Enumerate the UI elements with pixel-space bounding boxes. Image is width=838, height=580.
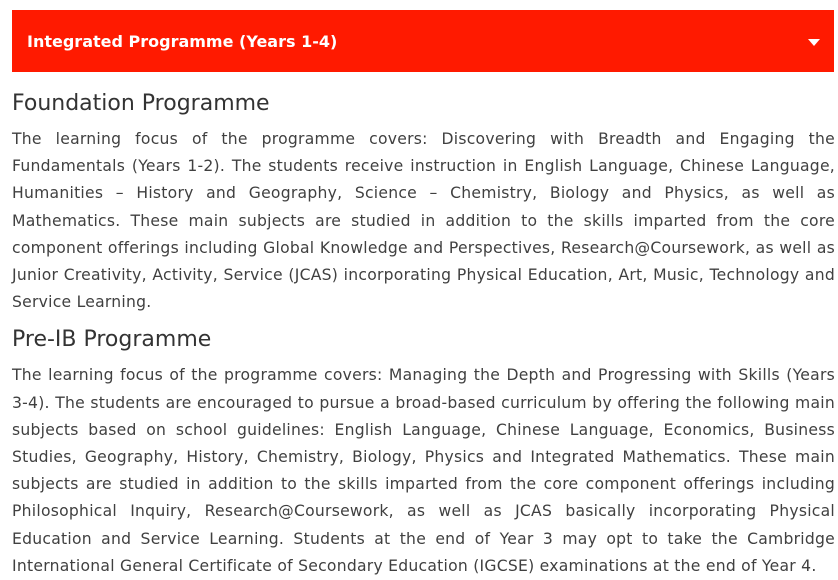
pre-ib-programme-heading: Pre-IB Programme	[12, 327, 212, 353]
foundation-programme-heading: Foundation Programme	[12, 91, 270, 116]
foundation-programme-body: The learning focus of the programme covers: Discovering with Breadth and Engaging the Fundamentals (Years 1-2). The students receive instruction in English Language, Chinese Language, Humanities – History and Geography, Science – Chemistry, Biology and Physics, as well as Mathematics. These main subjects are studied in addition to the skills imparted from the core component offerings including Global Knowledge and Perspectives, Research@Coursework, as well as Junior Creativity, Activity, Service (JCAS) incorporating Physical Education, Art, Music, Technology and Service Learning.	[12, 130, 835, 312]
pre-ib-programme-body: The learning focus of the programme covers: Managing the Depth and Progressing with Skills (Years 3-4). The students are encouraged to pursue a broad-based curriculum by offering the following main subjects based on school guidelines: English Language, Chinese Language, Economics, Business Studies, Geography, History, Chemistry, Biology, Physics and Integrated Mathematics. These main subjects are studied in addition to the skills imparted from the core component offerings including Philosophical Inquiry, Research@Coursework, as well as JCAS basically incorporating Physical Education and Service Learning. Students at the end of Year 3 may opt to take the Cambridge International General Certificate of Secondary Education (IGCSE) examinations at the end of Year 4.	[12, 366, 835, 575]
accordion-content	[12, 86, 835, 580]
accordion-header[interactable]	[12, 10, 834, 72]
caret-down-icon[interactable]	[808, 39, 820, 46]
accordion-title: Integrated Programme (Years 1-4)	[27, 31, 338, 51]
